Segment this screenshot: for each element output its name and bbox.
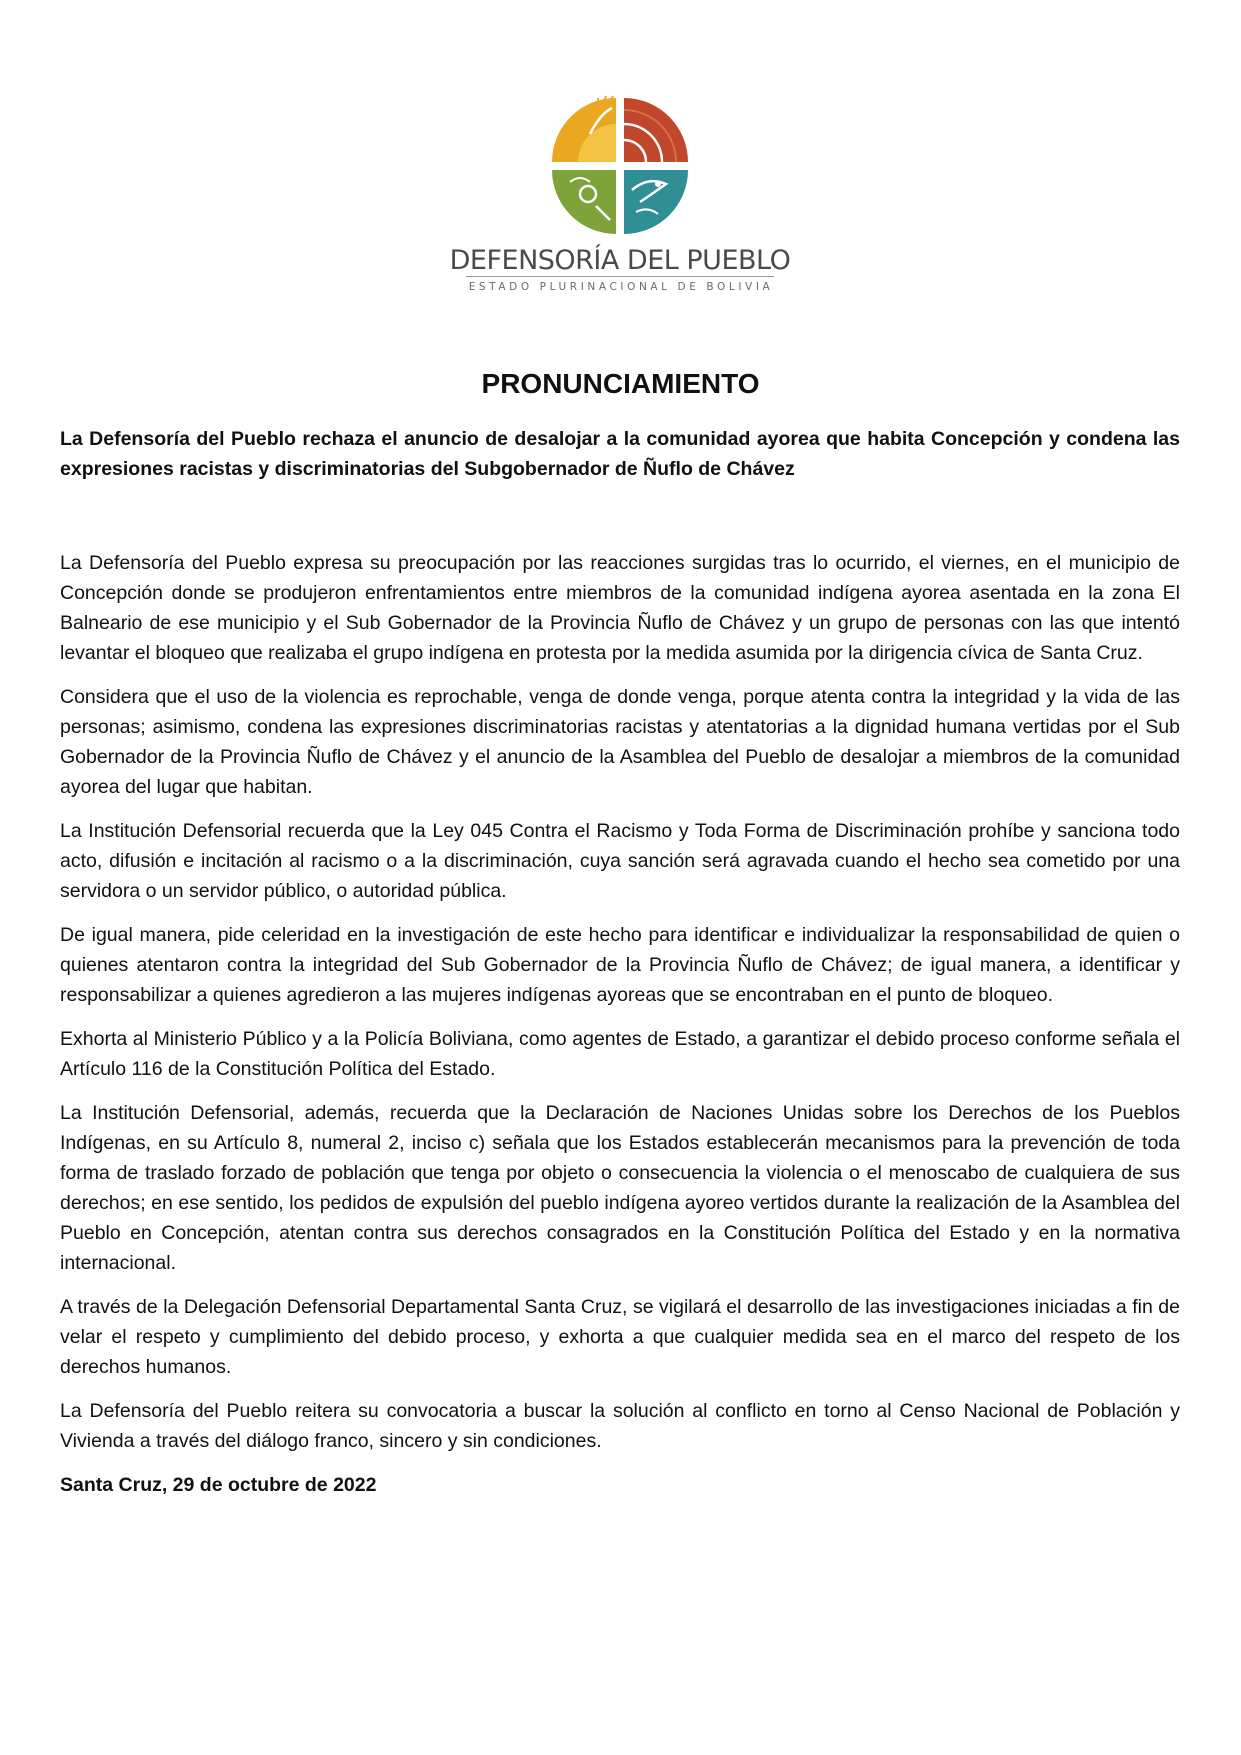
body-paragraph: La Defensoría del Pueblo reitera su convocatoria a buscar la solución al conflicto en torno al Censo Nacional de Población y Vivienda a través del diálogo franco, sincero y sin condiciones.	[60, 1400, 1180, 1452]
organization-divider	[466, 276, 774, 277]
defensoria-logo	[540, 94, 700, 234]
document-body	[60, 548, 1180, 1514]
body-paragraph: La Institución Defensorial, además, recuerda que la Declaración de Naciones Unidas sobre los Derechos de los Pueblos Indígenas, en su Artículo 8, numeral 2, inciso c) señala que los Estados establecerán mecanismos para la prevención de toda forma de traslado forzado de población que tenga por objeto o consecuencia la violencia o el menoscabo de cualquiera de sus derechos; en ese sentido, los pedidos de expulsión del pueblo indígena ayoreo vertidos durante la realización de la Asamblea del Pueblo en Concepción, atentan contra sus derechos consagrados en la Constitución Política del Estado y en la normativa internacional.	[60, 1102, 1180, 1274]
body-paragraph: Considera que el uso de la violencia es reprochable, venga de donde venga, porque atenta contra la integridad y la vida de las personas; asimismo, condena las expresiones discriminatorias racistas y atentatorias a la dignidad humana vertidas por el Sub Gobernador de la Provincia Ñuflo de Chávez y el anuncio de la Asamblea del Pueblo de desalojar a miembros de la comunidad ayorea del lugar que habitan.	[60, 686, 1180, 798]
organization-name: DEFENSORÍA DEL PUEBLO	[449, 245, 791, 276]
body-paragraph: A través de la Delegación Defensorial Departamental Santa Cruz, se vigilará el desarrollo de las investigaciones iniciadas a fin de velar el respeto y cumplimiento del debido proceso, y exhorta a que cualquier medida sea en el marco del respeto de los derechos humanos.	[60, 1296, 1180, 1378]
body-paragraph: De igual manera, pide celeridad en la investigación de este hecho para identificar e individualizar la responsabilidad de quien o quienes atentaron contra la integridad del Sub Gobernador de la Provincia Ñuflo de Chávez; de igual manera, a identificar y responsabilizar a quienes agredieron a las mujeres indígenas ayoreas que se encontraban en el punto de bloqueo.	[60, 924, 1180, 1006]
document-subtitle: La Defensoría del Pueblo rechaza el anuncio de desalojar a la comunidad ayorea que habita Concepción y condena las expresiones racistas y discriminatorias del Subgobernador de Ñuflo de Chávez	[60, 428, 1180, 480]
logo-emblem-icon	[540, 94, 700, 234]
document-title: PRONUNCIAMIENTO	[481, 368, 760, 399]
body-paragraph: La Defensoría del Pueblo expresa su preocupación por las reacciones surgidas tras lo ocurrido, el viernes, en el municipio de Concepción donde se produjeron enfrentamientos entre miembros de la comunidad indígena ayorea asentada en la zona El Balneario de ese municipio y el Sub Gobernador de la Provincia Ñuflo de Chávez y un grupo de personas con las que intentó levantar el bloqueo que realizaba el grupo indígena en protesta por la medida asumida por la dirigencia cívica de Santa Cruz.	[60, 552, 1180, 664]
signature-date: Santa Cruz, 29 de octubre de 2022	[60, 1474, 377, 1496]
body-paragraph: Exhorta al Ministerio Público y a la Policía Boliviana, como agentes de Estado, a garantizar el debido proceso conforme señala el Artículo 116 de la Constitución Política del Estado.	[60, 1028, 1180, 1080]
organization-subtitle: ESTADO PLURINACIONAL DE BOLIVIA	[468, 281, 774, 293]
body-paragraph: La Institución Defensorial recuerda que la Ley 045 Contra el Racismo y Toda Forma de Discriminación prohíbe y sanciona todo acto, difusión e incitación al racismo o a la discriminación, cuya sanción será agravada cuando el hecho sea cometido por una servidora o un servidor público, o autoridad pública.	[60, 820, 1180, 902]
